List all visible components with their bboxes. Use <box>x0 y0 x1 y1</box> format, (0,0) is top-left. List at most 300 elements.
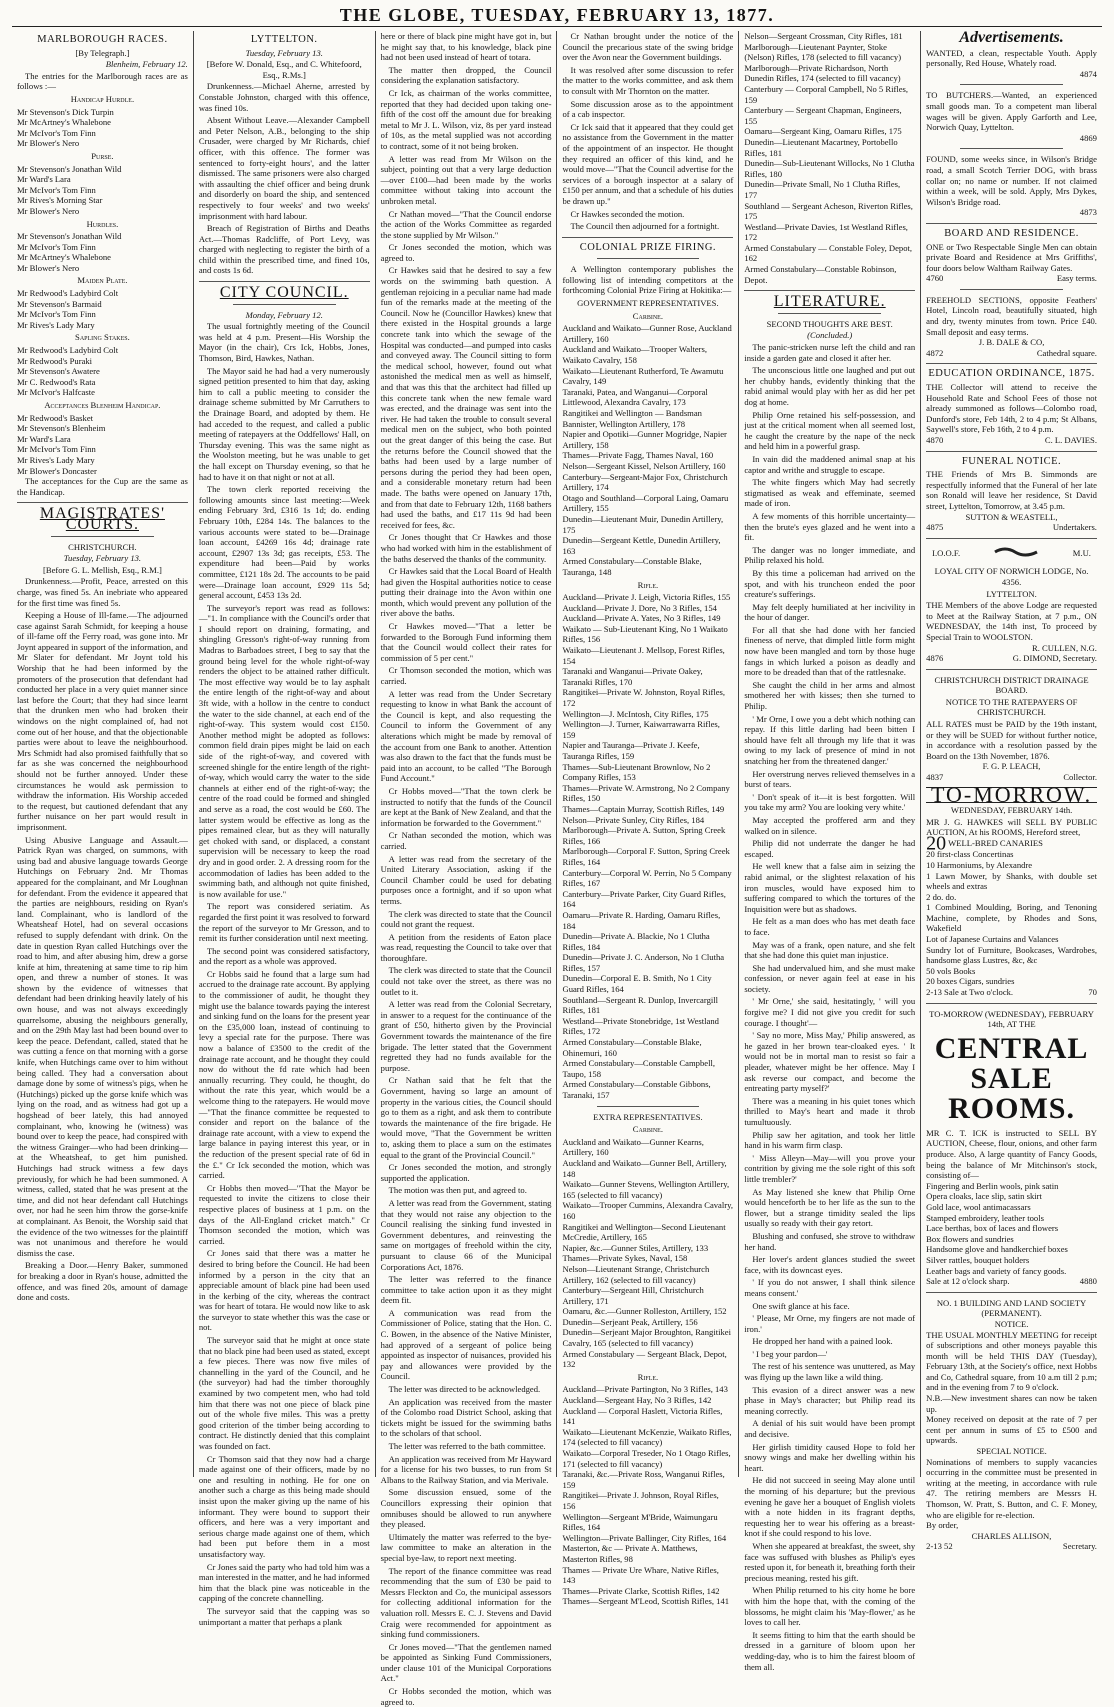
council-paragraph: Cr Hobbs seconded the motion, which was agreed to. <box>380 1686 552 1707</box>
central-line: CENTRAL <box>934 1031 1089 1065</box>
story-paragraph: A few moments of this horrible uncertainty—then the brute's eyes glazed and he went into a fit. <box>744 510 916 543</box>
races-dateline: [By Telegraph.] <box>75 47 130 58</box>
ad-signature: CHARLES ALLISON, <box>971 1530 1052 1541</box>
story-paragraph: ' Miss Alleyn—May—will you prove your contrition by giving me the sole right of this soft little trembler?' <box>744 1152 916 1184</box>
list-item: Marlborough—Lieutenant Paynter, Stoke (Nelson) Rifles, 178 (selected to fill vacancy) <box>744 41 902 63</box>
columns <box>12 29 1102 1707</box>
list-item: Westland—Private Davies, 1st Westland Rifles, 172 <box>744 221 908 243</box>
council-paragraph: A petition from the residents of Eaton place was read, requesting the Council to take over that thoroughfare. <box>380 931 552 963</box>
list-item: 10 Harmoniums, by Alexandre <box>926 859 1033 870</box>
race-entry: Mr Blower's Nero <box>17 262 80 273</box>
list-item: Waikato — Sub-Lieutenant King, No 1 Waikato Rifles, 156 <box>562 623 728 645</box>
race-entry: Mr McIvor's Tom Finn <box>17 241 96 252</box>
council-paragraph: The clerk was directed to state that the Council could not grant the request. <box>380 908 552 930</box>
list-item: Canterbury—Corporal W. Perrin, No 5 Company Rifles, 167 <box>562 867 732 889</box>
ad-number: 4876 <box>926 653 944 664</box>
race-block <box>17 275 188 330</box>
race-entry: Mr McIvor's Tom Finn <box>17 309 96 320</box>
courts-title: MAGISTRATES' COURTS. <box>39 505 165 533</box>
ad-text: Money received on deposit at the rate of 7 per cent per annum in sums of £5 to £500 and upwards. <box>926 1414 1097 1446</box>
list-item: Handsome glove and handkerchief boxes <box>926 1244 1068 1255</box>
council-paragraph: The letter was referred to the bath committee. <box>388 1441 546 1451</box>
council-paragraph: The letter was referred to the finance committee to take action upon it as they might deem fit. <box>380 1274 552 1306</box>
society-notice: NOTICE. <box>994 1318 1029 1329</box>
council-paragraph: Some discussion ensued, some of the Councillors expressing their opinion that omnibuses should be allowed to run anywhere they pleased. <box>380 1487 552 1530</box>
story-paragraph: May was of a frank, open nature, and she felt that she had done this quiet man injustice. <box>744 939 916 961</box>
list-item: Auckland—Private Partington, No 3 Rifles, 143 <box>562 1384 728 1395</box>
race-entry: Mr Stevenson's Jonathan Wild <box>17 231 122 242</box>
list-item: Dunedin—Private A. Blackie, No 1 Clutha Rifles, 184 <box>562 931 710 952</box>
rifle-label: Rifle. <box>637 1371 659 1382</box>
council-paragraph: The clerk was directed to state that the Council could not take over the street, as there was no outlet to it. <box>380 965 552 997</box>
story-paragraph: Philip Orne retained his self-possession, and just at the critical moment when all seemed lost, he caught the creature by the nape of the neck and held him in a powerful grasp. <box>744 409 916 452</box>
ad-sale-time: Sale at 12 o'clock sharp. <box>926 1276 1010 1287</box>
divider <box>926 1292 1097 1293</box>
race-block <box>17 94 188 149</box>
council-paragraph: The surveyor said that he might at once state that no black pine had been used as stated, except a few pieces. There was now five miles of channelling in the yard of the Council, and he (the surveyor) had had the timber thoroughly examined by two competent men, who had told him that there was not one piece of black pine out of the whole five miles. This was a pretty good criterion of the timber being according to contract. He distinctly denied that this complaint was founded on fact. <box>198 1335 370 1451</box>
story-paragraph: In vain did the maddened animal snap at his captor and writhe and struggle to escape. <box>744 453 916 475</box>
council-paragraph: Cr Hobbs then moved—"That the Mayor be requested to invite the citizens to close their respective places of business at 1 p.m. on the days of the All-England cricket match." Cr Thomson seconded the motion, which was carried. <box>198 1182 370 1246</box>
handshake-icon <box>993 544 1039 563</box>
ad-text: TO BUTCHERS.—Wanted, an experienced small goods man. To a competent man liberal wages will be given. Apply Garforth and Lee, Norwich Quay, Lyttelton. <box>926 90 1097 133</box>
lodge-title: LOYAL CITY OF NORWICH LODGE, No. 4356. <box>934 566 1089 587</box>
list-item: Auckland—Private J. Dore, No 3 Rifles, 154 <box>562 602 717 613</box>
list-item: Dunedin—Sub-Lieutenant Willocks, No 1 Clutha Rifles, 180 <box>744 158 915 179</box>
story-paragraph: He dropped her hand with a pained look. <box>752 1336 893 1347</box>
ad-text: THE USUAL MONTHLY MEETING for receipt of subscriptions and other moneys payable this month will be held THIS DAY (Tuesday), February 13th, at the Society's office, next Hobbs and Co, Cathedral square, from 10 a.m till 2 p.m; and in the evening from 7 to 9 o'clock. <box>926 1329 1097 1393</box>
ad-board <box>926 242 1097 284</box>
society-title: NO. 1 BUILDING AND LAND SOCIETY (PERMANENT). <box>936 1297 1087 1319</box>
list-item: Marlborough—Private Richardson, North Dunedin Rifles, 174 (selected to fill vacancy) <box>744 62 901 84</box>
story-paragraph: He well knew that a false aim in seizing the rabid animal, or the slightest relaxation of his iron muscles, would have exposed him to suffering compared to which the tortures of the Inquisition were but as shadows. <box>744 861 916 914</box>
funeral-title: FUNERAL NOTICE. <box>961 455 1062 467</box>
list-item: Lot of Japanese Curtains and Valances <box>926 934 1059 945</box>
divider <box>960 148 1063 149</box>
race-entry: Mr Rives's Lady Mary <box>17 454 95 465</box>
list-item: Stamped embroidery, leather tools <box>926 1212 1044 1223</box>
race-block <box>17 151 188 217</box>
list-item: 2 do. do. <box>926 891 957 902</box>
ad-text: Nominations of members to supply vacancies occurring in the committee must be presented in writing at the meeting, in accordance with rule 47. The retiring members are Messrs H. Thomson, W. Pratt, S. Button, and C. F. Money, who are eligible for re-election. <box>926 1456 1097 1520</box>
ad-number: 4874 <box>1079 68 1097 79</box>
story-paragraph: The panic-stricken nurse left the child and ran inside a garden gate and closed it after her. <box>744 342 916 363</box>
council-paragraph: A letter was read from the Under Secretary requesting to know in what Bank the account of the Council is kept, and also requesting the Council to inform the Government of any alterations which might be made by removal of the account from one Bank to another. Attention was also drawn to the fact that the funds must be paid into an account, to be called "The Borough Fund Account." <box>380 688 552 784</box>
list-item: Leather bags and variety of fancy goods. <box>926 1265 1067 1276</box>
race-entry: Mr McArtney's Whalebone <box>17 117 111 128</box>
council-paragraph: Cr Jones seconded the motion, which was agreed to. <box>380 242 552 263</box>
council-paragraph: It was resolved after some discussion to refer the matter to the works committee, and ask them to consult with Mr Thornton on the matter. <box>562 64 734 96</box>
list-item: Thames—Captain Murray, Scottish Rifles, 149 <box>562 803 725 814</box>
list-item: Armed Constabulary—Constable Gibbons, Taranaki, 157 <box>562 1079 711 1100</box>
list-item: Waikato—Lieutenant Rutherford, Te Awamutu Cavalry, 149 <box>562 365 724 387</box>
lyttelton-date: Tuesday, February 13. <box>245 47 323 58</box>
race-entry: Mr Rives's Lady Mary <box>17 319 95 330</box>
race-entry: Mr Redwood's Ladybird Colt <box>17 288 119 299</box>
council-paragraph: Cr Hawkes moved—"That a letter be forwarded to the Borough Fund informing them that the Council would collect their rates for commission of 5 per cent." <box>380 621 552 663</box>
council-paragraph: The surveyor said that the capping was so unimportant a matter that perhaps a plank <box>198 1605 370 1627</box>
council-paragraph: A letter was read from Mr Wilson on the subject, pointing out that a very large deduction—over £100—had been made by the works committee without taking into account the unbroken metal. <box>380 153 552 206</box>
list-item: Auckland and Waikato—Gunner Bell, Artillery, 148 <box>562 1157 727 1179</box>
story-paragraph: It seems fitting to him that the earth should be dressed in a garniture of bloom upon her wedding-day, who is to him the fairest bloom of them all. <box>744 1629 916 1672</box>
court-paragraph: Using Abusive Language and Assault.—Patrick Ryan was charged, on summons, with using bad and abusive language towards George Hutchings on February 2nd. Mr Thomas appeared for the complainant, and Mr Loughnan for defendant. From the evidence it appeared that the parties are neighbours, residing on Ryan's land. Complainant, who is landlord of the Wheatsheaf Hotel, had on several occasions refused to supply defendant with drink. On the date in question Ryan called Hutchings over the road to him, and after abusing him, drew a gorse knife at him, threatening at same time to rip him open, and threw a number of stones. It was shown by the evidence of witnesses that defendant had been drinking heavily lately of his own house, and was not always exceedingly quarrelsome, abusing the neighbours generally, and on the 29th May last had been bound over to keep the peace. Defendant, called, stated that he was cutting a fence on that morning with a gorse knife, when Hutchings came over to him without being called. They had a conversation about damage done by some of witness's pigs, when he (Hutchings) picked up the gorse knife which was lying on the road, and as witness had got up a hogshead of beer lately, this had annoyed complainant, who, knowing he (witness) was bound over to keep the peace, had conspired with the witness Grainger—who had been drinking—at the Wheatsheaf, to get him punished. Hutchings had struck witness a few days previously, for which he had been summoned. A witness, called, stated that he was present at the time, and did not hear defendant call Hutchings over, nor had he seen him throw the gorse-knife at complainant. As Benoit, the Worship said that the evidence of the two witnesses for the plaintiff was not unanimous and therefore he would dismiss the case. <box>17 834 188 1258</box>
list-item: Masterton, &c — Private A. Matthews, Masterton Rifles, 98 <box>562 1543 698 1564</box>
list-item: Dunedin—Serjeant Major Broughton, Rangitikei Cavalry, 165 (selected to fill vacancy) <box>562 1327 731 1349</box>
list-item: Lace berthas, box of laces and flowers <box>926 1223 1059 1234</box>
list-item: Box flowers and sundries <box>926 1233 1014 1244</box>
ad-text: ALL RATES must be PAID by the 19th instant, or they will be SUED for without further notice, in accordance with a resolution passed by the Board on the 13th November, 1876. <box>926 719 1097 761</box>
divider <box>597 258 700 259</box>
council-paragraph: Cr Jones moved—"That the gentlemen named be appointed as Sinking Fund Commissioners, under clause 101 of the Municipal Corporations Act." <box>380 1641 552 1684</box>
lyttelton-bench: [Before W. Donald, Esq., and C. Whitefoord, Esq., R.Ms.] <box>206 59 362 80</box>
ad-signature: G. DIMOND, Secretary. <box>1012 653 1097 664</box>
extra-head: EXTRA REPRESENTATIVES. <box>593 1111 703 1122</box>
council-paragraph: The Council then adjourned for a fortnight. <box>570 221 720 232</box>
ad-text: ONE or Two Respectable Single Men can obtain private Board and Residence at Mrs Griffiths', four doors below Waltham Railway Gates. <box>926 241 1097 273</box>
story-paragraph: ' Mr Orne, I owe you a debt which nothing can repay. If this little darling had been bitten I should have felt all through my life that it was owing to my lack of presence of mind in not snatching her from the threatened danger.' <box>744 713 916 766</box>
story-paragraph: For all that she had done with her fancied fineness of nerve, that dimpled little form might now have been mangled and torn by those huge fangs in which lurked a poison as deadly and more to be dreaded than that of the rattlesnake. <box>744 624 916 678</box>
council-paragraph: The Mayor said he had had a very numerously signed petition presented to him that day, asking him to call a public meeting to consider the drainage scheme submitted by Mr Carruthers to the Drainage Board, and adopted by them. He had acceded to the request, and called a public meeting of ratepayers at the Oddfellows' Hall, on Thursday evening. This was the same night as the Woolston meeting, but he was unable to get the hall except on Thursday evening, so that he had to have it on that night or not at all. <box>198 365 370 482</box>
story-paragraph: She caught the child in her arms and almost smothered her with kisses; then she turned to Philip. <box>744 679 916 712</box>
divider <box>744 290 915 291</box>
ad-found-dog <box>926 154 1097 218</box>
ad-central-sale <box>926 1128 1097 1287</box>
ad-sale-time: 2-13 Sale at Two o'clock. <box>926 987 1014 998</box>
list-item: Thames — Private Ure Whare, Native Rifles, 143 <box>562 1564 719 1586</box>
race-entry: Mr McArtney's Whalebone <box>17 252 111 263</box>
races-blocks <box>17 94 188 476</box>
ad-text: WANTED, a clean, respectable Youth. Apply personally, Red House, Whately road. <box>926 47 1097 69</box>
story-paragraph: ' Please, Mr Orne, my fingers are not made of iron.' <box>744 1313 916 1334</box>
story-paragraph: Blushing and confused, she strove to withdraw her hand. <box>744 1230 916 1252</box>
ad-text: THE Members of the above Lodge are requested to Meet at the Railway Station, at 7 p.m., ON WEDNESDAY, the 14th inst, To proceed by Special Train to WOOLSTON. <box>926 600 1097 642</box>
council-paragraph: The matter then dropped, the Council considering the explanation satisfactory. <box>380 64 552 86</box>
list-item: Napier and Tauranga—Private J. Keefe, Tauranga Rifles, 159 <box>562 740 700 761</box>
ad-text: N.B.—New investment shares can now be taken up. <box>926 1393 1097 1414</box>
list-item: Westland—Private Stonebridge, 1st Westland Rifles, 172 <box>562 1015 719 1037</box>
council-paragraph: Cr Hobbs moved—"That the town clerk be instructed to notify that the funds of the Council are kept at the Bank of New Zealand, and that the information be forwarded to the Government." <box>380 785 552 828</box>
ad-funeral <box>926 469 1097 533</box>
race-entry: Mr Rives's Morning Star <box>17 195 103 206</box>
literature-concluded: (Concluded.) <box>807 330 853 341</box>
race-entry: Mr Blower's Doncaster <box>17 465 97 476</box>
divider <box>926 538 1097 539</box>
story-paragraph: As May listened she knew that Philip Orne would henceforth be to her life as the sun to the flower, but a strange timidity sealed the lips usually so ready with their gay retort. <box>744 1186 916 1229</box>
council-paragraph: Cr Hawkes said that he desired to say a few words on the swimming bath question. A gentleman rejoicing in a peculiar name had made fun of the remarks made at the meeting of the Council. Now he (Councillor Hawkes) knew that there existed in the Hospital grounds a large concrete tank into which the sewage of the Hospital was conducted—and pumped into casks and conveyed away. The Council sitting to form the medical school, however, found out what astonished the medical men as well as himself, and that was this that the architect had filled up this concrete tank when the new female ward was erected, and the drainage was sent into the river. He had taken the trouble to consult several medical men on the subject, who both pointed out the great danger of this being the case. But the returns before the Council showed that the baths had been used by a large number of persons during the period they had been open, and a considerable monetary return had been made. The baths were opened on January 17th, and from that date to February 12th, 1168 bathers had used the baths, and £17 11s 9d had been received for fees, &c. <box>380 265 552 530</box>
story-paragraph: She had undervalued him, and she must make confession, or never again feel at ease in his society. <box>744 962 916 994</box>
list-item: Oamaru—Private R. Harding, Oamaru Rifles, 184 <box>562 909 721 931</box>
race-entry: Mr Ward's Lara <box>17 174 71 185</box>
race-entry: Mr Blower's Nero <box>17 205 80 216</box>
list-item: Taranaki, &c.—Private Ross, Wanganui Rifles, 159 <box>562 1469 725 1490</box>
board-title: BOARD AND RESIDENCE. <box>944 227 1079 239</box>
race-entry: Mr Stevenson's Barmaid <box>17 298 102 309</box>
lyttelton-paragraph: Breach of Registration of Births and Deaths Act.—Thomas Radcliffe, of Port Levy, was charged with neglecting to register the birth of a child within the prescribed time, and fined 10s, and costs 1s 6d. <box>198 223 370 276</box>
ad-role: Undertakers. <box>1052 522 1097 533</box>
central-line: SALE ROOMS. <box>948 1061 1075 1125</box>
race-head: Maiden Plate. <box>77 275 128 286</box>
ad-number: 4869 <box>1079 132 1097 143</box>
list-item: Thames—Private W. Armstrong, No 2 Company Rifles, 150 <box>562 782 730 804</box>
list-item: 20 first-class Concertinas <box>926 849 1014 860</box>
list-item: 1 Combined Moulding, Boring, and Tenoning Machine, complete, by Rhodes and Sons, Wakefield <box>926 902 1097 934</box>
column-5 <box>739 31 921 1672</box>
lodge-header <box>932 544 1091 563</box>
ad-text: THE Friends of Mrs B. Simmonds are respectfully informed that the Funeral of her late son Ronald will leave her residence, St David street, Lyttelton, Tomorrow, at 3.45 p.m. <box>926 469 1097 511</box>
story-paragraph: When she appeared at breakfast, the sweet, shy face was suffused with blushes as Philip's eyes rested upon it, for beneath it, breathing forth their precious meaning, rested his gift. <box>744 1540 916 1583</box>
list-item: Rangitikei—Private J. Johnson, Royal Rifles, 156 <box>562 1490 719 1511</box>
list-item: Canterbury—Sergeant-Major Fox, Christchurch Artillery, 174 <box>562 471 728 493</box>
list-item: 20 boxes Cigars, sundries <box>926 976 1015 987</box>
extra-carbine-list <box>562 1137 733 1370</box>
council-paragraph: Cr Thomson said that they now had a charge made against one of their officers, made by no one and resulting in nothing. He for one on another such a charge as this being made should insist upon the maker giving up the name of his informant. They were bound to support their officers, and here was a very important and serious charge made against one of them, which had been put before them in a most unsatisfactory way. <box>198 1453 370 1559</box>
list-item: Nelson—Private Sunley, City Rifles, 184 <box>562 814 705 825</box>
council-paragraph: A communication was read from the Commissioner of Police, stating that the Hon. C. C. Bowen, in the absence of the Native Minister, had approved of a sergeant of police being appointed as inspector of nuisances, provided his pay and allowances were provided by the Council. <box>380 1307 552 1382</box>
list-item: 50 vols Books <box>926 965 976 976</box>
drainage-title: CHRISTCHURCH DISTRICT DRAINAGE BOARD. <box>934 674 1089 696</box>
sale-items <box>926 1181 1097 1276</box>
list-item: Auckland—Private A. Yates, No 3 Rifles, 149 <box>562 613 721 624</box>
ad-role: Secretary. <box>1062 1541 1097 1552</box>
list-item: Otago and Southland—Corporal Laing, Oamaru Artillery, 155 <box>562 492 729 514</box>
list-item: Thames—Sub-Lieutenant Brownlow, No 2 Company Rifles, 153 <box>562 761 711 783</box>
rifle-list <box>562 592 733 1101</box>
council-paragraph: The town clerk reported receiving the following amounts since last meeting:—Week ending February 3rd, £316 1s 1d; do. ending February 10th, £284 14s. The balances to the various accounts were stated to be—Drainage loan account, £4269 16s 4d; drainage rate account, £2907 13s 3d; gas receipts, £53. The expenditure had been—Paid by works committee, £121 18s 2d. The accounts to be paid were—Drainage loan account, £929 11s 5d; general account, £453 13s 2d. <box>198 484 370 601</box>
races-close: The acceptances for the Cup are the same as the Handicap. <box>17 476 188 497</box>
story-paragraph: A denial of his suit would have been prompt and decisive. <box>744 1418 916 1440</box>
divider <box>778 313 881 314</box>
race-entry: Mr Redwood's Basket <box>17 412 94 423</box>
council-paragraph: Cr Jones thought that Cr Hawkes and those who had worked with him in the establishment of the baths deserved the thanks of the community. <box>380 532 552 564</box>
divider <box>199 281 370 282</box>
court-paragraph: Drunkenness.—Profit, Peace, arrested on this charge, was fined 5s. An inebriate who appeared for the first time was fined 5s. <box>17 576 188 608</box>
council-paragraph: Cr Ick said that it appeared that they could get no assistance from the Government in the matter of the appointment of an inspector. He thought they required an officer of this kind, and he would move—"That the Council advertise for the services of a borough inspector at a salary of £150 per annum, and that a schedule of his duties be drawn up." <box>562 121 734 206</box>
list-item: Fingering and Berlin wools, pink satin <box>926 1180 1059 1191</box>
ad-lot: WELL-BRED CANARIES <box>948 838 1043 848</box>
council-paragraph: Cr Hawkes seconded the motion. <box>570 208 685 219</box>
story-paragraph: By this time a policeman had arrived on the spot, and with his truncheon ended the poor creature's sufferings. <box>744 567 916 600</box>
list-item: Thames—Private Fagg, Thames Naval, 160 <box>562 450 714 461</box>
list-item: 1 Lawn Mower, by Shanks, with double set wheels and extras <box>926 870 1097 892</box>
story-paragraph: May felt deeply humiliated at her incivility in the hour of danger. <box>744 601 916 623</box>
list-item: Auckland—Private J. Leigh, Victoria Rifles, 155 <box>562 592 731 603</box>
race-head: Acceptances Blenheim Handicap. <box>44 400 161 410</box>
story-paragraph: ' I beg your pardon—' <box>752 1348 828 1359</box>
list-item: Auckland and Waikato—Gunner Rose, Auckland Artillery, 160 <box>562 323 732 344</box>
ad-number: 4870 <box>926 435 944 445</box>
council-paragraph: Cr Jones said the party who had told him was a man interested in the matter, and he had informed him that the black pine was noticeable in the capping of the concrete channelling. <box>198 1561 370 1604</box>
ad-text: FREEHOLD SECTIONS, opposite Feathers' Hotel, Lincoln road, beautifully situated, high and dry, twenty minutes from town. Price £40. Small deposit and easy terms. <box>926 294 1097 337</box>
divider <box>17 502 188 503</box>
council-paragraph: The letter was directed to be acknowledged. <box>388 1384 541 1395</box>
council-paragraph: here or there of black pine might have got in, but he might say that, to his knowledge, black pine had not been used instead of heart of totara. <box>380 31 552 63</box>
ad-hawkes-auction <box>926 817 1097 998</box>
council-paragraph: An application was received from Mr Hayward for a license for his two busses, to run from St Albans to the Railway Station, and via Merivale. <box>380 1453 552 1485</box>
council-paragraph: A letter was read from the secretary of the United Literary Association, asking if the Council Chamber could be used for debating purposes once a fortnight, and if so upon what terms. <box>380 853 552 906</box>
literature-title: LITERATURE. <box>773 293 886 311</box>
rifle-label: Rifle. <box>637 579 659 590</box>
list-item: Marlborough—Private A. Sutton, Spring Creek Rifles, 166 <box>562 825 726 846</box>
race-block <box>17 219 188 274</box>
council-paragraph: Cr Thomson seconded the motion, which was carried. <box>380 665 552 687</box>
council-paragraph: Cr Nathan brought under the notice of the Council the precarious state of the swing bridge over the Avon near the Government buildings. <box>562 31 734 63</box>
list-item: Canterbury — Sergeant Chapman, Engineers, 155 <box>744 105 902 126</box>
race-head: Purse. <box>91 150 114 161</box>
prize-head: GOVERNMENT REPRESENTATIVES. <box>577 298 719 309</box>
ad-building-society <box>926 1298 1097 1552</box>
divider <box>926 223 1097 224</box>
ads-title: Advertisements. <box>959 29 1064 46</box>
list-item: Wellington—J. Turner, Kaiwarrawarra Rifles, 159 <box>562 719 720 740</box>
ad-text: THE Collector will attend to receive the Household Rate and School Fees of those not already summoned as follows—Colombo road, Dunford's store, Feb 14th, 2 to 4 p.m; St Albans, Saywell's store, Feb 16th, 2 to 4 p.m. <box>926 382 1097 435</box>
divider <box>233 304 336 305</box>
council-paragraph: A letter was read from the Government, stating that they would not raise any objection to the Council realising the sinking fund invested in Government debentures, and reinvesting the same on mortgages of freehold within the city, pursuant to clause 66 of the Municipal Corporations Act, 1876. <box>380 1197 552 1272</box>
ad-lodge <box>926 600 1097 664</box>
list-item: Dunedin—Lieutenant Macartney, Portobello Rifles, 181 <box>744 136 898 158</box>
lodge-place: LYTTELTON. <box>986 588 1037 599</box>
lodge-left: I.O.O.F. <box>932 547 961 558</box>
ad-signature: R. CULLEN, N.G. <box>1032 642 1097 653</box>
central-head: TO-MORROW (WEDNESDAY), FEBRUARY 14th, AT THE <box>929 1008 1094 1030</box>
council-paragraph: Cr Ick, as chairman of the works committee, reported that they had decided upon taking one-fifth of the cost off the amount due for breaking metal to Mr J. L. Wilson, viz, 8s per yard instead of 10s, as the metal supplied was not according to contract, some of it not being broken. <box>380 87 552 151</box>
list-item: Canterbury — Corporal Campbell, No 5 Rifles, 159 <box>744 83 909 105</box>
ad-by-order: By order, <box>926 1520 959 1531</box>
council-paragraph: Cr Hobbs said he found that a large sum had accrued to the drainage rate account. By applying to the commissioner of audit, he thought they might use the balance towards paying the interest and sinking fund on the loans for the present year on the £35,000 loan, instead of continuing to levy a special rate for the purpose. There was now a balance of £3500 to the credit of the drainage rate account, and he thought they could now do without the fd rate which had been annually recurring. They could, he thought, do without the rate this year, which would be a welcome thing to the ratepayers. He would move—"That the finance committee be requested to consider and report on the balance of the drainage rate account, with a view to expend the large balance in paying interest this year, or in the reduction of the present special rate of 6d in the £." Cr Ick seconded the motion, which was carried. <box>198 968 370 1181</box>
race-entry: Mr Stevenson's Awatere <box>17 366 100 377</box>
list-item: Nelson—Sergeant Crossman, City Rifles, 181 <box>744 31 903 41</box>
ad-drainage <box>926 719 1097 783</box>
courts-place: CHRISTCHURCH. <box>68 541 137 552</box>
divider <box>960 289 1063 290</box>
ad-wanted-youth <box>926 48 1097 80</box>
ad-number: 70 <box>1088 987 1097 998</box>
divider <box>926 451 1097 452</box>
council-paragraph: Some discussion arose as to the appointment of a cab inspector. <box>562 98 734 120</box>
race-block <box>17 332 188 398</box>
story-paragraph: ' Don't speak of it—it is best forgotten. Will you take my arm? You are looking very white.' <box>744 791 916 813</box>
list-item: Taranaki and Wanganui—Private Oakey, Taranaki Rifles, 170 <box>562 666 703 687</box>
council-title: CITY COUNCIL. <box>219 284 349 302</box>
court-paragraph: Breaking a Door.—Henry Baker, summoned for breaking a door in Ryan's house, admitted the offence, and was fined 20s, amount of damage done and costs. <box>17 1260 188 1303</box>
auction-items <box>926 849 1097 987</box>
race-entry: Mr Stevenson's Dick Turpin <box>17 106 114 117</box>
list-item: Thames—Private Clarke, Scottish Rifles, 142 <box>562 1585 720 1596</box>
ad-signature: C. L. DAVIES. <box>1044 435 1097 445</box>
ad-text: FOUND, some weeks since, in Wilson's Bridge road, a small Scotch Terrier DOG, with brass collar on; no name or number. If not claimed within a week, will be sold. Apply, Mrs Dykes, Wilson's Bridge road. <box>926 154 1097 207</box>
ad-education <box>926 382 1097 446</box>
list-item: Dunedin—Lieutenant Muir, Dunedin Artillery, 175 <box>562 513 724 535</box>
story-paragraph: Her lover's ardent glances studied the sweet face, with its downcast eyes. <box>744 1254 916 1275</box>
list-item: Armed Constabulary — Sergeant Black, Depot, 132 <box>562 1348 727 1370</box>
ad-firm: SUTTON & WEASTELL, <box>965 511 1058 522</box>
list-item: Waikato—Lieutenant J. Mellsop, Forest Rifles, 154 <box>562 645 725 666</box>
column-3 <box>376 31 558 1707</box>
extra-rifle-list <box>562 1384 733 1606</box>
council-date: Monday, February 12. <box>245 309 323 320</box>
ad-text: MR J. G. HAWKES will SELL BY PUBLIC AUCTION, At his ROOMS, Hereford street, <box>926 816 1097 838</box>
list-item: Thames—Private Sykes, Naval, 158 <box>562 1253 688 1264</box>
ad-signature: F. G. P. LEACH, <box>982 761 1041 772</box>
list-item: Armed Constabulary—Constable Campbell, Taupo, 158 <box>562 1058 715 1079</box>
story-paragraph: He felt as a man does who has met death face to face. <box>744 916 916 937</box>
ad-address: Cathedral square. <box>1036 347 1097 358</box>
list-item: Waikato—Lieutenant McKenzie, Waikato Rifles, 174 (selected to fill vacancy) <box>562 1426 732 1448</box>
story-paragraph: The danger was no longer immediate, and Philip relaxed his hold. <box>744 544 916 566</box>
council-paragraph: A letter was read from the Colonial Secretary, in answer to a request for the continuance of the grant of £50, hitherto given by the Provincial Government towards the maintenance of the fire brigade. The letter stated that the Government regretted they had no funds available for the purpose. <box>380 999 552 1073</box>
council-paragraph: Cr Hawkes said that the Local Board of Health had given the Hospital authorities notice to cease putting their drainage into the Avon within one month, which would prevent any pollution of the river above the baths. <box>380 566 552 619</box>
ad-firm: J. B. DALE & CO, <box>978 337 1045 348</box>
list-item: Southland—Sergeant R. Dunlop, Invercargill Rifles, 181 <box>562 994 719 1016</box>
list-item: Oamaru—Sergeant King, Oamaru Rifles, 175 <box>744 126 902 137</box>
masthead: THE GLOBE, TUESDAY, FEBRUARY 13, 1877. <box>12 4 1102 27</box>
story-paragraph: This evasion of a direct answer was a new phase in May's character; but Philip read its meaning correctly. <box>744 1384 916 1416</box>
list-item: Rangitikei and Wellington — Bandsman Bannister, Wellington Artillery, 178 <box>562 408 702 429</box>
race-head: Sapling Stakes. <box>75 332 130 343</box>
list-item: Southland — Sergeant Acheson, Riverton Rifles, 175 <box>744 200 913 222</box>
council-paragraph: The usual fortnightly meeting of the Council was held at 4 p.m. Present—His Worship the Mayor (in the chair), Crs Ick, Hobbs, Jones, Thomson, Bird, Hawkes, Nathan. <box>198 321 370 364</box>
race-entry: Mr McIvor's Tom Finn <box>17 444 96 455</box>
story-paragraph: The white fingers which May had secretly stigmatised as weak and effeminate, seemed made of iron. <box>744 477 916 509</box>
race-entry: Mr Stevenson's Blenheim <box>17 423 106 434</box>
list-item: Thames—Sergeant M'Leod, Scottish Rifles, 141 <box>562 1596 730 1607</box>
council-paragraph: Cr Jones said that there was a matter he desired to bring before the Council. He had been informed by a person in the city that an appreciable amount of black pine had been used in the kerbing of the city, whereas the contract was for heart of totara. He would now like to ask the surveyor to state whether this was the case or not. <box>198 1248 370 1333</box>
list-item: Gold lace, wool antimacassars <box>926 1201 1031 1212</box>
list-item: Sundry lot of Furniture, Bookcases, Wardrobes, handsome glass Lustres, &c, &c <box>926 944 1097 966</box>
story-paragraph: When Philip returned to his city home he bore with him the hope that, with the coming of the blossoms, he might claim his 'May-flower,' as he loves to call her. <box>744 1585 916 1628</box>
rifle-list-continued <box>744 31 915 285</box>
list-item: Nelson—Sergeant Kissel, Nelson Artillery, 160 <box>562 460 726 471</box>
ad-number: 2-13 52 <box>926 1541 953 1552</box>
courts-date: Tuesday, February 13. <box>63 553 142 564</box>
ad-number: 4837 <box>926 772 944 783</box>
ad-role: Collector. <box>1063 772 1097 783</box>
list-item: Opera cloaks, lace slip, satin skirt <box>926 1191 1042 1202</box>
lyttelton-title: LYTTELTON. <box>250 34 318 45</box>
list-item: Waikato—Trooper Cummins, Alexandra Cavalry, 160 <box>562 1200 734 1221</box>
story-paragraph: There was a meaning in his quiet tones which thrilled to May's heart and made it throb tumultuously. <box>744 1095 916 1127</box>
carbine-list <box>562 323 733 577</box>
race-head: Hurdles. <box>86 218 119 229</box>
list-item: Dunedin—Serjeant Peak, Artillery, 156 <box>562 1316 698 1327</box>
list-item: Napier, &c.—Gunner Stiles, Artillery, 133 <box>562 1242 709 1253</box>
ad-freehold <box>926 295 1097 359</box>
special-notice: SPECIAL NOTICE. <box>976 1446 1047 1457</box>
list-item: Taranaki, Patea, and Wanganui—Corporal Littlewood, Alexandra Cavalry, 173 <box>562 386 708 408</box>
courts-bench: [Before G. L. Mellish, Esq., R.M.] <box>42 564 162 575</box>
story-paragraph: He did not succeed in seeing May alone until the morning of his departure; but the previous evening he gave her a bouquet of English violets with a note hidden in its fragrant depths, requesting her to wear his offering as a breast-knot if she could respond to his love. <box>744 1475 916 1539</box>
council-paragraph: Ultimately the matter was referred to the bye-law committee to make an alteration in the special bye-law, to report next meeting. <box>380 1531 552 1563</box>
race-entry: Mr Ward's Lara <box>17 433 71 444</box>
column-2 <box>194 31 376 1627</box>
list-item: Auckland and Waikato—Trooper Walters, Waikato Cavalry, 158 <box>562 344 708 366</box>
list-item: Armed Constabulary—Constable Blake, Tauranga, 148 <box>562 556 702 577</box>
council-paragraph: Cr Nathan seconded the motion, which was carried. <box>380 830 552 851</box>
story-paragraph: The unconscious little one laughed and put out her chubby hands, evidently thinking that the rabid animal would play with her as did her pet dog at home. <box>744 365 916 407</box>
carbine-label: Carbine. <box>632 310 663 321</box>
list-item: Armed Constabulary—Constable Blake, Ohinemuri, 160 <box>562 1037 702 1058</box>
race-block <box>17 400 188 476</box>
lyttelton-paragraph: Drunkenness.—Michael Aherne, arrested by Constable Johnston, charged with this offence, was fined 10s. <box>198 81 370 113</box>
list-item: Wellington—J. McIntosh, City Rifles, 175 <box>562 708 709 719</box>
court-paragraph: Keeping a House of Ill-fame.—The adjourned case against Sarah Schmidt, for keeping a house of ill-fame off the Ferry road, was gone into. Mr Joynt appeared in support of the information, and Mr Slater for defendant. Mr Joynt told his Worship that he had been informed by the promoters of the prosecution that defendant had conducted her place in a very quiet manner since last before the Court; that they had since learnt that the drunken men who had broken their windows on the night complained of, had not come out of her house, and that the objectionable parties were about to leave the neighbourhood. Mrs Schmidt had also promised faithfully that so far as she was concerned the neighbourhood should not be further annoyed. Under these circumstances he would ask permission to withdraw the information. His Worship acceded to the request, but cautioned defendant that any further nuisance on her part would result in imprisonment. <box>17 610 188 832</box>
council-paragraph: The second point was considered satisfactory, and the report as a whole was approved. <box>198 945 370 967</box>
tomorrow-date: WEDNESDAY, FEBRUARY 14th. <box>950 805 1073 816</box>
race-entry: Mr C. Redwood's Rata <box>17 376 96 387</box>
literature-subtitle: SECOND THOUGHTS ARE BEST. <box>766 318 893 329</box>
race-entry: Mr Redwood's Ladybird Colt <box>17 345 119 356</box>
list-item: Oamaru, &c.—Gunner Rolleston, Artillery, 152 <box>562 1306 727 1317</box>
story-paragraph: Her girlish timidity caused Hope to fold her snowy wings and make her dwelling within his heart. <box>744 1441 916 1473</box>
education-title: EDUCATION ORDINANCE, 1875. <box>928 368 1095 380</box>
